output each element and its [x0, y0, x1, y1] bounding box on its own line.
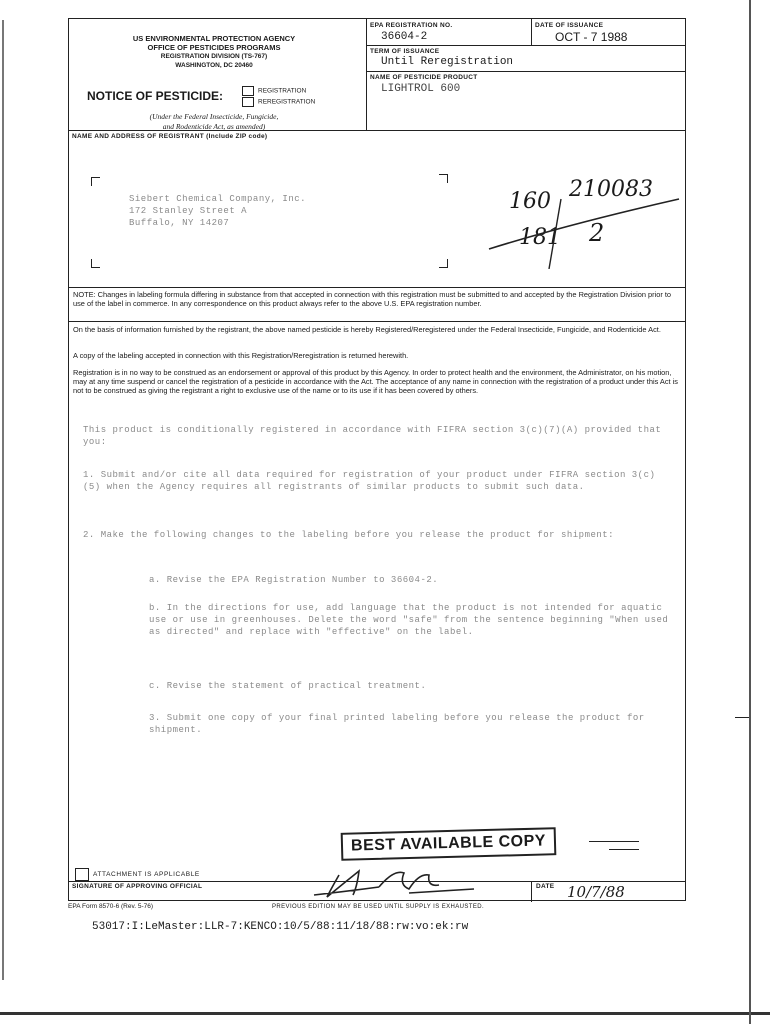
attachment-row [75, 868, 200, 881]
note-text: NOTE: Changes in labeling formula differing in substance from that accepted in connection with this registration must be submitted to and accepted by the Registration Division prior to use of the label in commerce. In any correspondence on this product always refer to the above U.S. EPA registration number. [73, 290, 671, 309]
address-bracket-tl [91, 177, 100, 186]
handwritten-number-3: 181 [519, 225, 561, 250]
best-available-copy-stamp: BEST AVAILABLE COPY [341, 827, 557, 861]
term-value: Until Reregistration [381, 56, 514, 68]
product-value: LIGHTROL 600 [381, 83, 461, 95]
registrant-line3: Buffalo, NY 14207 [129, 218, 230, 228]
body-divider [69, 321, 686, 322]
reg-no-value: 36604-2 [381, 31, 428, 43]
scan-tick-mark [735, 717, 749, 718]
note-divider [69, 287, 686, 288]
typed-para-5: b. In the directions for use, add language that the product is not intended for aquatic use or use in greenhouses. Delete the word "safe" from the sentence beginning "When used as directed" and replace with "effective" on the label. [149, 603, 669, 637]
notice-title: NOTICE OF PESTICIDE: [87, 89, 224, 103]
handwritten-number-4: 2 [589, 219, 605, 247]
registrant-label: NAME AND ADDRESS OF REGISTRANT (Include ZIP code) [72, 133, 268, 140]
date-divider [531, 19, 532, 45]
act-reference [89, 112, 339, 131]
registration-checkbox[interactable] [242, 86, 254, 96]
body-para-2: A copy of the labeling accepted in connection with this Registration/Reregistration is returned herewith. [73, 351, 409, 360]
address-bracket-bl [91, 259, 100, 268]
agency-line1: US ENVIRONMENTAL PROTECTION AGENCY [132, 34, 296, 43]
form-number: EPA Form 8570-6 (Rev. 5-76) [68, 903, 154, 910]
act-line2: and Rodenticide Act, as amended) [162, 121, 266, 131]
body-para-3: Registration is in no way to be construed as an endorsement or approval of this product by this Agency. In order to protect health and the environment, the Administrator, on his motion, may at any time suspend or cancel the registration of a pesticide in accordance with the Act. The acceptance of any name in connection with the registration of a product under this Act is not to be construed as giving the registrant a right to exclusive use of the name or to its use if it has been covered by others. [73, 368, 679, 396]
signature-date-label: DATE [536, 883, 555, 890]
date-value: OCT - 7 1988 [555, 30, 628, 44]
body-para-1: On the basis of information furnished by the registrant, the above named pesticide is hereby Registered/Reregistered under the Federal Insecticide, Fungicide, and Rodenticide Act. [73, 325, 661, 334]
agency-line2: OFFICE OF PESTICIDES PROGRAMS [147, 43, 281, 52]
product-label: NAME OF PESTICIDE PRODUCT [370, 74, 478, 81]
signature-label: SIGNATURE OF APPROVING OFFICIAL [72, 883, 203, 890]
approving-official-signature [309, 865, 479, 901]
reregistration-label: REREGISTRATION [258, 98, 316, 106]
typed-para-4: a. Revise the EPA Registration Number to 36604-2. [149, 575, 439, 585]
reregistration-checkbox[interactable] [242, 97, 254, 107]
address-bracket-br [439, 259, 448, 268]
dash-mark-2 [609, 849, 639, 850]
typed-para-3: 2. Make the following changes to the labeling before you release the product for shipment: [83, 530, 615, 540]
dash-mark-1 [589, 841, 639, 842]
scan-left-edge [2, 20, 4, 980]
scan-right-edge [749, 0, 751, 1024]
pesticide-notice-form [68, 18, 686, 901]
registration-label: REGISTRATION [258, 87, 307, 95]
scan-edge-line [0, 1012, 770, 1015]
handwritten-number-1: 160 [509, 189, 551, 214]
product-divider [366, 71, 686, 72]
term-label: TERM OF ISSUANCE [370, 48, 440, 55]
header-divider [366, 19, 367, 130]
agency-line4: WASHINGTON, DC 20460 [175, 62, 253, 69]
routing-line: 53017:I:LeMaster:LLR-7:KENCO:10/5/88:11/18/88:rw:vo:ek:rw [92, 921, 469, 933]
term-divider [366, 45, 686, 46]
agency-block [89, 34, 339, 70]
typed-para-6: c. Revise the statement of practical treatment. [149, 681, 427, 691]
act-line1: (Under the Federal Insecticide, Fungicide, [149, 112, 279, 121]
typed-para-2: 1. Submit and/or cite all data required for registration of your product under FIFRA section 3(c)(5) when the Agency requires all registrants of similar products to submit such data. [83, 470, 656, 492]
handwritten-fraction-lines [469, 169, 689, 269]
typed-para-7: 3. Submit one copy of your final printed labeling before you release the product for shipment. [149, 713, 645, 735]
signature-date-value: 10/7/88 [567, 883, 625, 901]
date-label: DATE OF ISSUANCE [535, 22, 604, 29]
registrant-line1: Siebert Chemical Company, Inc. [129, 194, 307, 204]
attachment-label: ATTACHMENT IS APPLICABLE [93, 871, 200, 879]
handwritten-number-2: 210083 [569, 177, 653, 202]
registrant-divider [69, 130, 686, 131]
previous-edition-note: PREVIOUS EDITION MAY BE USED UNTIL SUPPLY IS EXHAUSTED. [272, 904, 485, 910]
reg-no-label: EPA REGISTRATION NO. [370, 22, 453, 29]
registrant-address [129, 193, 306, 229]
registrant-line2: 172 Stanley Street A [129, 206, 248, 216]
signature-date-divider [531, 881, 532, 902]
address-bracket-tr [439, 174, 448, 183]
notice-options [242, 86, 315, 107]
agency-line3: REGISTRATION DIVISION (TS-767) [160, 53, 268, 60]
attachment-checkbox[interactable] [75, 868, 89, 881]
typed-para-1: This product is conditionally registered in accordance with FIFRA section 3(c)(7)(A) provided that you: [83, 425, 662, 447]
